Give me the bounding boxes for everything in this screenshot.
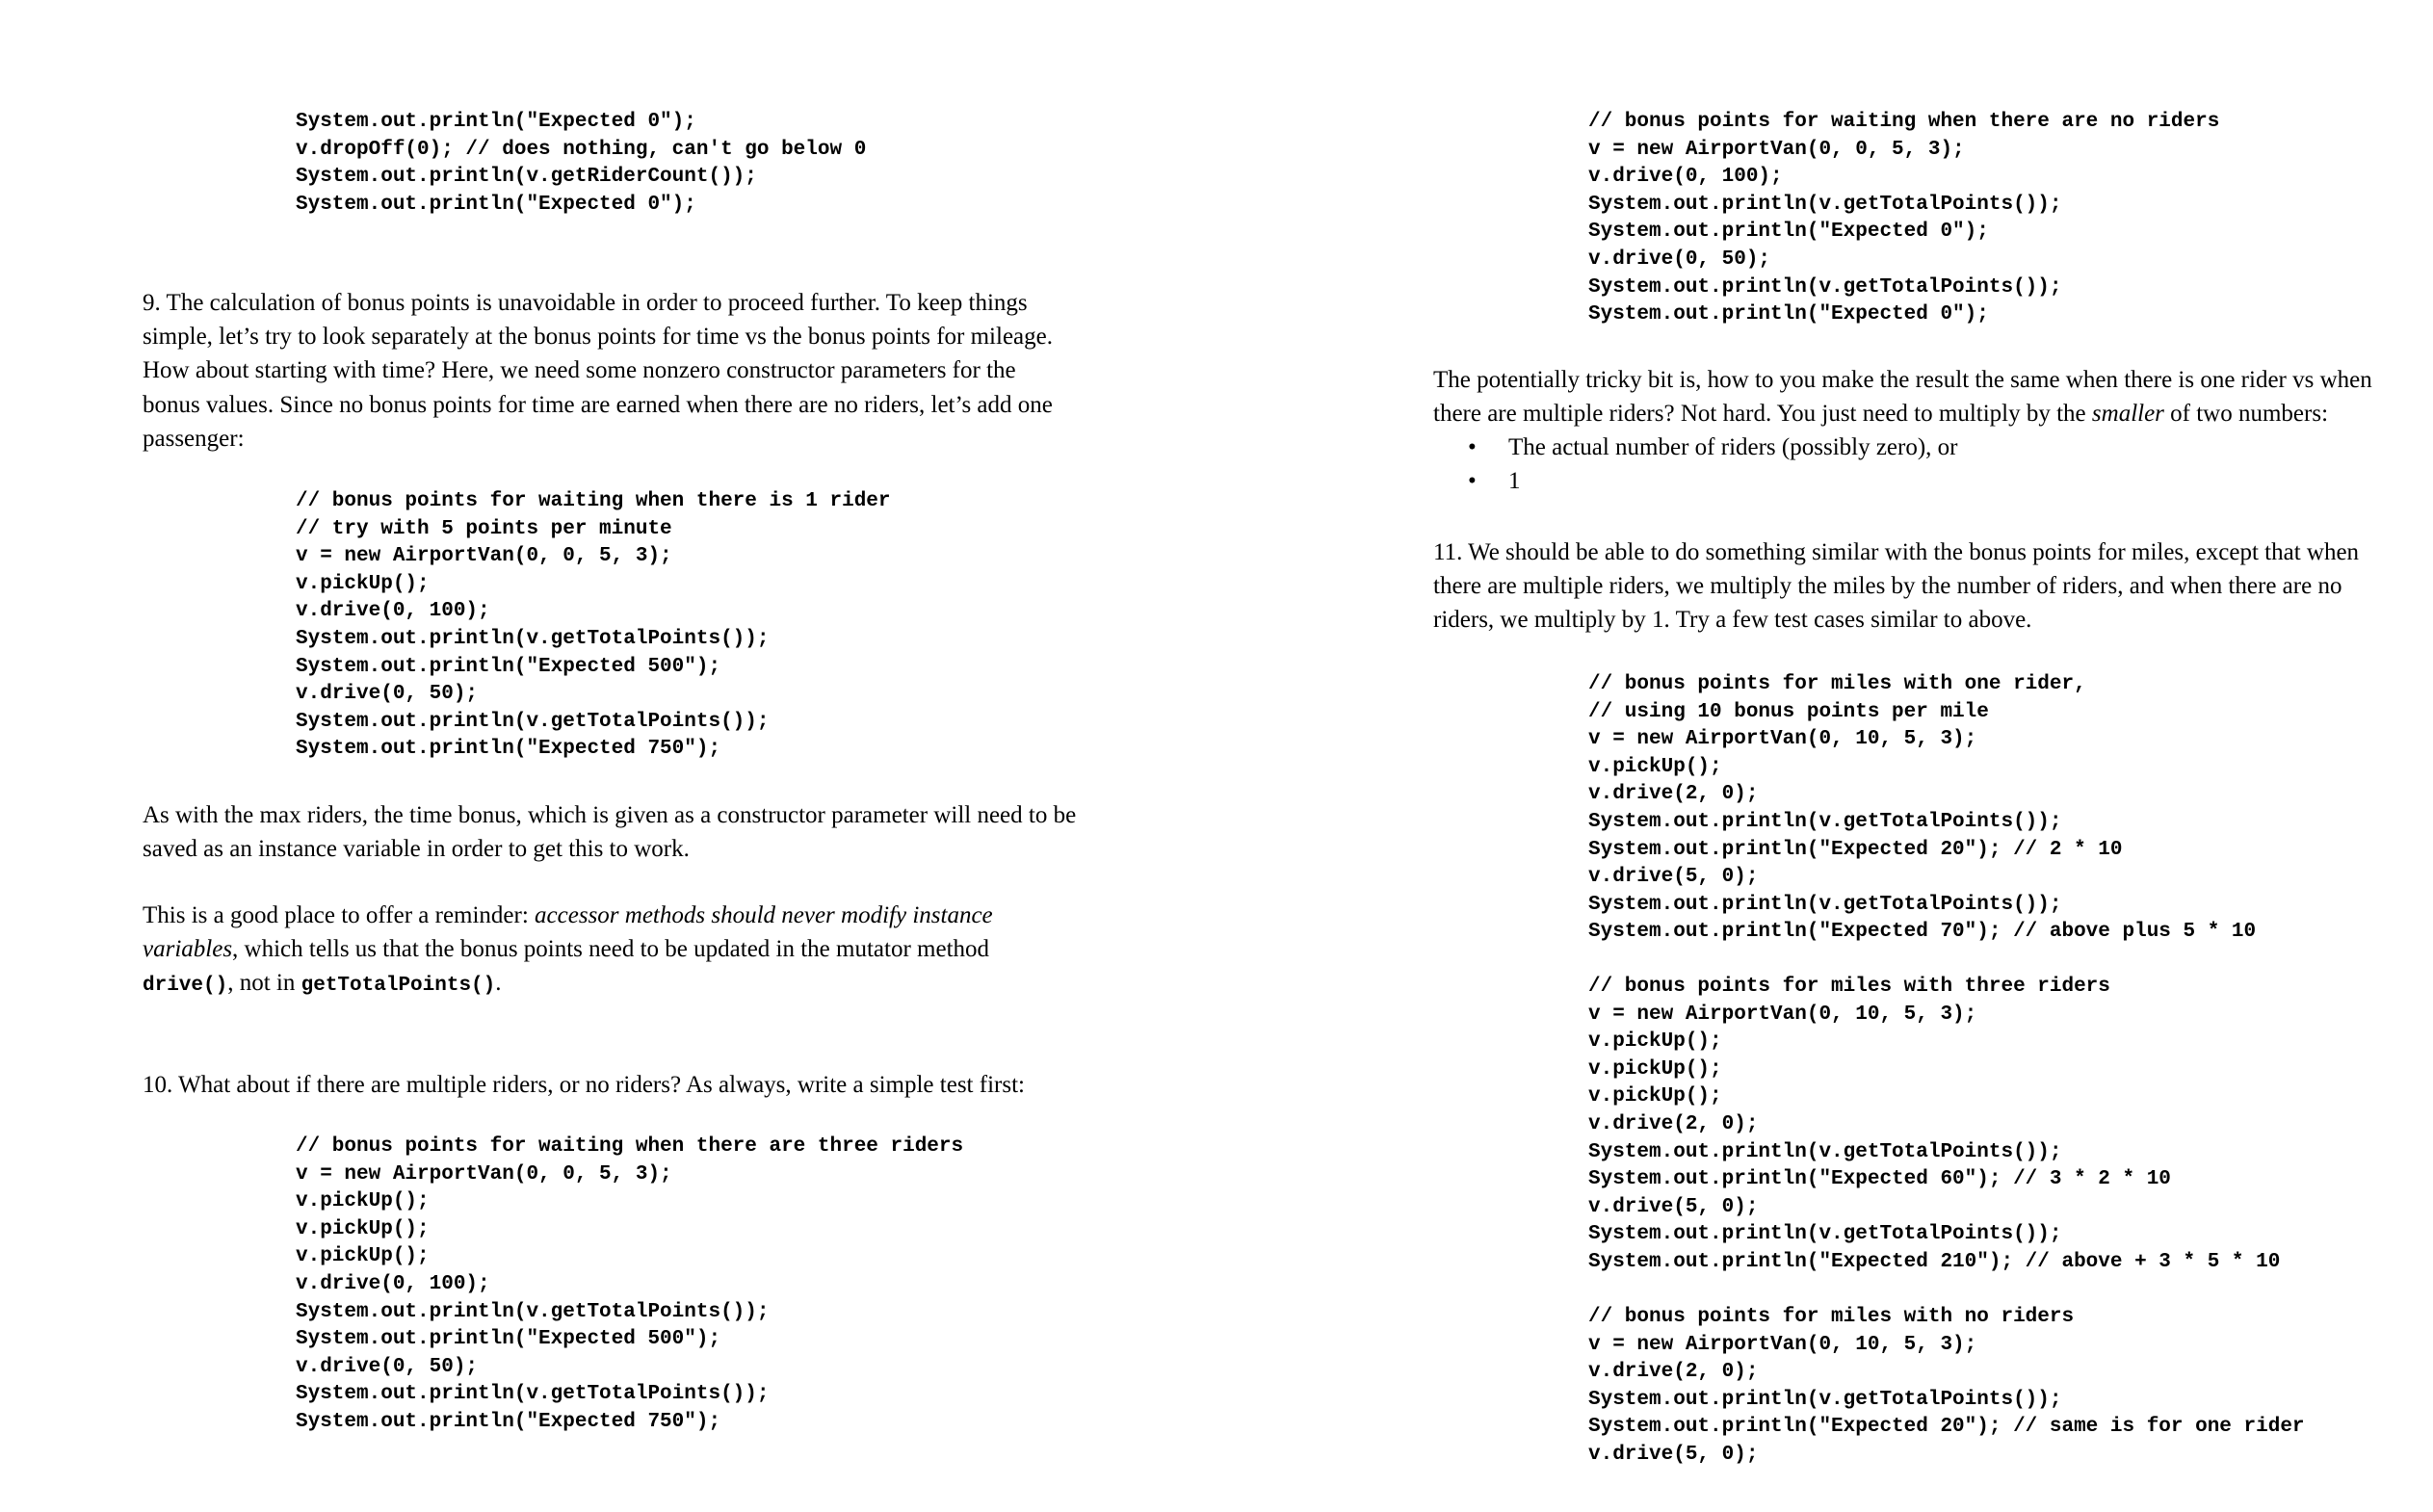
code-line: v.drive(5, 0);	[1588, 866, 1759, 889]
code-line: // try with 5 points per minute	[296, 517, 672, 540]
italic-text: variables	[143, 936, 233, 963]
code-line: v.drive(5, 0);	[1588, 1443, 1759, 1466]
text-line: bonus values. Since no bonus points for time are earned when there are no riders, let’s add one	[143, 391, 1053, 418]
inline-code: getTotalPoints()	[301, 975, 496, 998]
text-line: 10. What about if there are multiple riders, or no riders? As always, write a simple test first:	[143, 1072, 1025, 1098]
text-line: How about starting with time? Here, we need some nonzero constructor parameters for the	[143, 357, 1016, 384]
text-line	[143, 966, 993, 1000]
code-block-miles-three-riders	[1588, 974, 2280, 1277]
code-line: System.out.println("Expected 210"); // above + 3 * 5 * 10	[1588, 1250, 2281, 1273]
code-line: v.drive(0, 50);	[296, 1355, 479, 1378]
text-line: there are multiple riders, we multiply the miles by the number of riders, and when there are no	[1433, 573, 2342, 600]
code-line: v.pickUp();	[296, 1245, 430, 1268]
code-line: // bonus points for miles with one rider,	[1588, 673, 2086, 695]
list-item	[1433, 430, 2396, 464]
code-line: v = new AirportVan(0, 10, 5, 3);	[1588, 728, 1977, 751]
code-line: v.pickUp();	[1588, 1030, 1722, 1054]
code-line: v.pickUp();	[1588, 755, 1722, 778]
code-line: System.out.println("Expected 750");	[296, 1410, 721, 1433]
code-line: System.out.println("Expected 0");	[1588, 303, 1989, 326]
text-run: there are multiple riders? Not hard. You just need to multiply by the	[1433, 401, 2092, 428]
code-line: // bonus points for waiting when there are no riders	[1588, 111, 2220, 133]
code-line: v.drive(2, 0);	[1588, 1361, 1759, 1384]
list-item	[1433, 464, 2396, 498]
code-block-no-riders	[1588, 109, 2219, 329]
text-run: This is a good place to offer a reminder:	[143, 902, 536, 928]
list-item-text: 1	[1508, 468, 1521, 495]
code-line: v = new AirportVan(0, 0, 5, 3);	[296, 1162, 672, 1186]
code-line: System.out.println("Expected 0");	[1588, 221, 1989, 244]
text-line: The potentially tricky bit is, how to you make the result the same when there is one rider vs when	[1433, 367, 2372, 393]
bullet-icon: •	[1468, 468, 1477, 495]
bullet-list	[1433, 430, 2396, 498]
code-line: v.drive(2, 0);	[1588, 783, 1759, 806]
code-block-dropoff	[296, 109, 866, 219]
code-line: v = new AirportVan(0, 0, 5, 3);	[296, 545, 672, 568]
code-line: System.out.println("Expected 60"); // 3 * 2 * 10	[1588, 1168, 2171, 1191]
code-line: // bonus points for waiting when there are three riders	[296, 1135, 964, 1158]
code-line: System.out.println(v.getTotalPoints());	[296, 1300, 770, 1323]
code-line: v = new AirportVan(0, 10, 5, 3);	[1588, 1333, 1977, 1356]
code-line: System.out.println("Expected 500");	[296, 1328, 721, 1351]
paragraph-9	[143, 286, 1053, 456]
code-line: v.pickUp();	[296, 1190, 430, 1213]
text-line: simple, let’s try to look separately at the bonus points for time vs the bonus points for mileage.	[143, 324, 1053, 351]
text-line	[143, 899, 993, 932]
code-line: v.pickUp();	[296, 1217, 430, 1240]
code-line: System.out.println(v.getTotalPoints());	[1588, 193, 2062, 216]
code-line: v.pickUp();	[1588, 1085, 1722, 1108]
paragraph-max-riders	[143, 798, 1076, 866]
code-line: // bonus points for miles with no riders	[1588, 1306, 2075, 1328]
code-block-three-riders	[296, 1134, 963, 1437]
code-line: v.pickUp();	[296, 572, 430, 595]
code-line: System.out.println("Expected 0");	[296, 193, 696, 216]
text-line	[1433, 397, 2372, 430]
paragraph-tricky	[1433, 363, 2372, 430]
code-block-one-rider	[296, 488, 891, 764]
code-line: System.out.println(v.getTotalPoints());	[1588, 1140, 2062, 1163]
text-line: riders, we multiply by 1. Try a few test cases similar to above.	[1433, 607, 2032, 634]
code-line: System.out.println(v.getTotalPoints());	[296, 627, 770, 650]
paragraph-reminder	[143, 899, 993, 1001]
code-line: System.out.println("Expected 70"); // above plus 5 * 10	[1588, 921, 2257, 944]
code-line: System.out.println("Expected 20"); // same is for one rider	[1588, 1416, 2305, 1439]
paragraph-11	[1433, 535, 2359, 638]
code-line: v.drive(0, 100);	[1588, 166, 1783, 189]
code-line: v.drive(2, 0);	[1588, 1112, 1759, 1135]
code-line: v.drive(0, 50);	[1588, 248, 1771, 271]
code-line: v.drive(0, 50);	[296, 683, 479, 706]
code-line: v.drive(0, 100);	[296, 600, 490, 623]
code-line: System.out.println(v.getTotalPoints());	[1588, 1388, 2062, 1411]
italic-text: smaller	[2091, 401, 2164, 428]
code-block-miles-one-rider	[1588, 671, 2256, 947]
code-line: // bonus points for waiting when there is 1 rider	[296, 490, 891, 512]
text-run: , not in	[227, 970, 301, 997]
code-block-miles-no-riders	[1588, 1304, 2305, 1470]
code-line: System.out.println(v.getTotalPoints());	[1588, 275, 2062, 299]
text-line: passenger:	[143, 425, 245, 452]
text-run: , which tells us that the bonus points need to be updated in the mutator method	[232, 936, 990, 963]
code-line: // bonus points for miles with three riders	[1588, 976, 2110, 998]
code-line: System.out.println("Expected 750");	[296, 738, 721, 761]
bullet-icon: •	[1468, 434, 1477, 460]
italic-text: accessor methods should never modify instance	[535, 902, 993, 928]
code-line: v.drive(5, 0);	[1588, 1195, 1759, 1218]
code-line: System.out.println("Expected 20"); // 2 * 10	[1588, 838, 2123, 861]
code-line: v.dropOff(0); // does nothing, can't go below 0	[296, 138, 867, 161]
code-line: System.out.println("Expected 500");	[296, 655, 721, 678]
code-line: System.out.println(v.getTotalPoints());	[1588, 893, 2062, 916]
code-line: v.drive(0, 100);	[296, 1272, 490, 1295]
code-line: System.out.println(v.getTotalPoints());	[1588, 1223, 2062, 1246]
code-line: System.out.println(v.getTotalPoints());	[296, 710, 770, 733]
text-run: of two numbers:	[2163, 401, 2329, 428]
text-line: 11. We should be able to do something similar with the bonus points for miles, except that when	[1433, 539, 2360, 565]
list-item-text: The actual number of riders (possibly zero), or	[1508, 434, 1958, 460]
code-line: System.out.println(v.getTotalPoints());	[296, 1383, 770, 1406]
code-line: // using 10 bonus points per mile	[1588, 700, 1989, 723]
code-line: System.out.println(v.getTotalPoints());	[1588, 810, 2062, 833]
code-line: v = new AirportVan(0, 10, 5, 3);	[1588, 1003, 1977, 1026]
code-line: v.pickUp();	[1588, 1057, 1722, 1081]
code-line: v = new AirportVan(0, 0, 5, 3);	[1588, 138, 1965, 161]
text-line	[143, 932, 993, 966]
paragraph-10	[143, 1068, 1025, 1102]
code-line: System.out.println(v.getRiderCount());	[296, 166, 757, 189]
inline-code: drive()	[143, 975, 228, 998]
text-line: saved as an instance variable in order to get this to work.	[143, 836, 690, 863]
text-line: As with the max riders, the time bonus, which is given as a constructor parameter will need to be	[143, 802, 1077, 828]
code-line: System.out.println("Expected 0");	[296, 111, 696, 133]
text-line: 9. The calculation of bonus points is unavoidable in order to proceed further. To keep things	[143, 290, 1028, 316]
text-run: .	[495, 970, 502, 997]
